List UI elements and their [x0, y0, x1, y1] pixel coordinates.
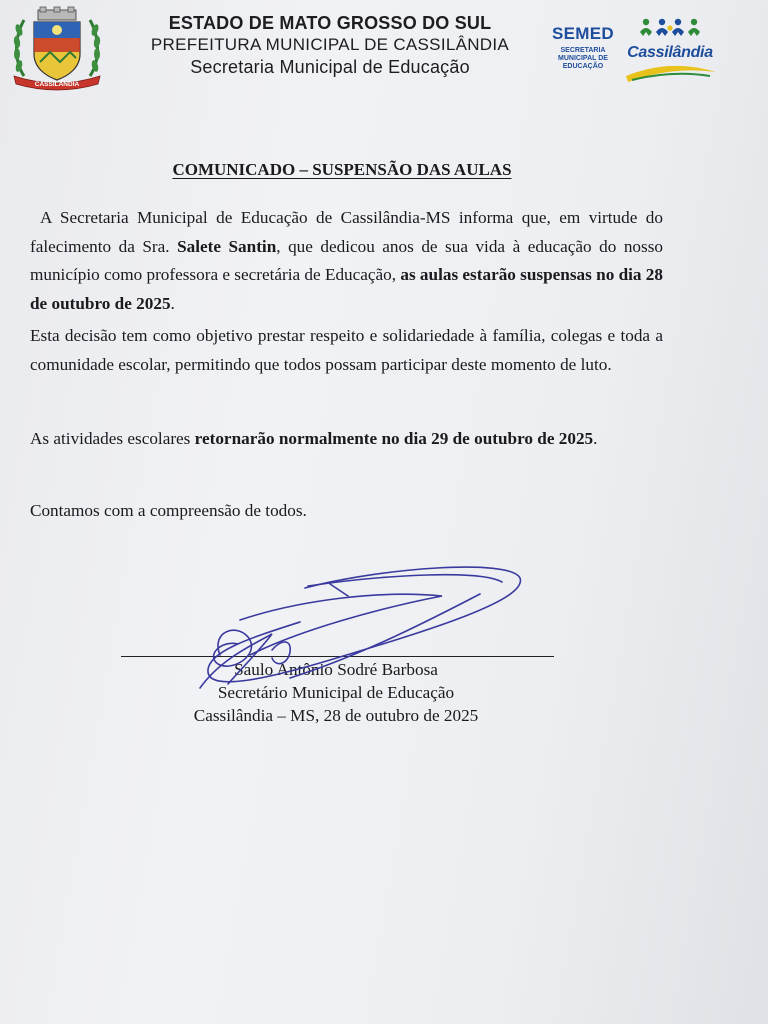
p3-return: retornarão normalmente no dia 29 de outubro de 2025 — [194, 429, 594, 448]
letterhead — [120, 12, 540, 79]
signer-role: Secretário Municipal de Educação — [217, 683, 455, 702]
semed-line1: SECRETARIA — [560, 47, 606, 54]
signature-line — [121, 656, 554, 657]
notice-paragraph-4: Contamos com a compreensão de todos. — [30, 501, 307, 520]
coat-of-arms-icon — [10, 6, 104, 92]
place-date: Cassilândia – MS, 28 de outubro de 2025 — [193, 706, 479, 725]
semed-line2: MUNICIPAL DE — [558, 55, 608, 62]
p3-text-a: As atividades escolares — [30, 429, 195, 448]
notice-paragraph-2: Esta decisão tem como objetivo prestar respeito e solidariedade à família, colegas e toda a comunidade escolar, permitindo que todos possam participar deste momento de luto. — [30, 326, 663, 374]
p1-text-e: . — [170, 293, 175, 313]
notice-paragraph-1 — [30, 204, 663, 318]
header-state: ESTADO DE MATO GROSSO DO SUL — [168, 13, 492, 33]
notice-title: COMUNICADO – SUSPENSÃO DAS AULAS — [172, 160, 512, 179]
header-secretariat: Secretaria Municipal de Educação — [190, 57, 470, 77]
notice-paragraph-3 — [30, 425, 663, 454]
signer-name: Saulo Antônio Sodré Barbosa — [234, 660, 438, 679]
semed-line3: EDUCAÇÃO — [562, 63, 604, 70]
p3-text-c: . — [593, 429, 598, 448]
crest-ribbon-text: CASSILÂNDIA — [34, 81, 80, 88]
semed-logo — [548, 24, 618, 71]
p1-text-c: , que dedicou anos de sua vida à educação do nosso município como professora e secretária de Educação, — [30, 236, 663, 284]
p1-name: Salete Santin — [177, 236, 277, 256]
p1-text-a: A Secretaria Municipal de Educação de Cassilândia-MS informa que, em virtude do falecimento da Sra. — [30, 208, 663, 256]
city-logo-text: Cassilândia — [627, 44, 713, 61]
semed-acronym: SEMED — [552, 24, 614, 43]
header-prefecture: PREFEITURA MUNICIPAL DE CASSILÂNDIA — [150, 35, 510, 54]
signature-block — [100, 658, 572, 727]
p1-suspension: as aulas estarão suspensas no dia 28 de outubro de 2025 — [30, 265, 663, 313]
